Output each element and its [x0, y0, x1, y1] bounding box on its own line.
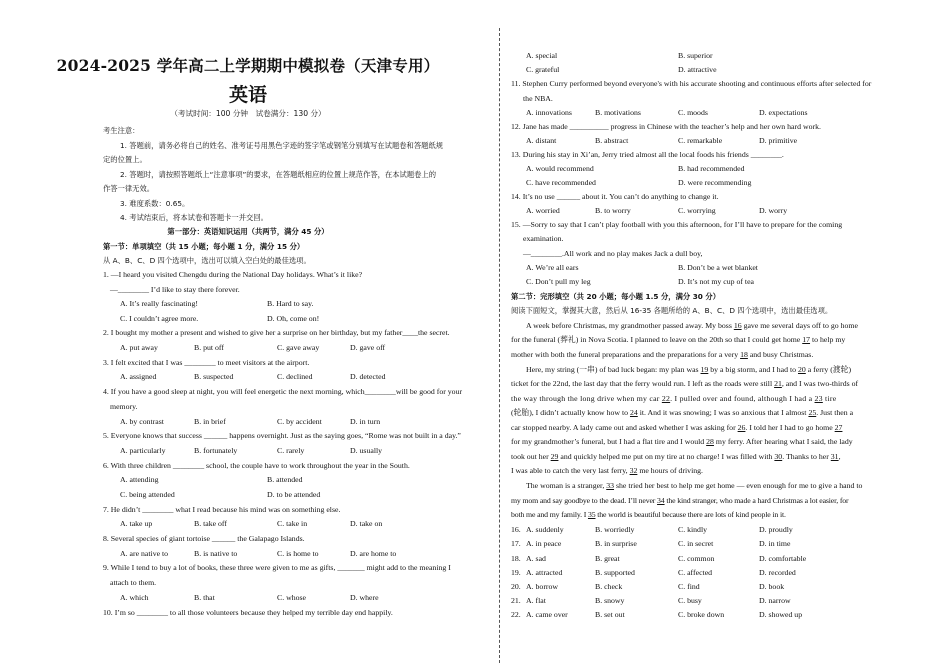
passage-line-10: took out her 29 and quickly helped me put on my tire at no charge! I was filled with 30. Thanks to her 31, — [511, 452, 841, 461]
q8-option-b: B. is native to — [194, 549, 238, 558]
q6-option-b: B. attended — [267, 475, 303, 484]
q5-stem: 5. Everyone knows that success ______ happens overnight. Just as the saying goes, “Rome was not built in a day.” — [103, 431, 461, 440]
q6-option-d: D. to be attended — [267, 490, 321, 499]
passage-line-3: mother with both the funeral preparations and the preparations for a very 18 and busy Christmas. — [511, 350, 814, 359]
q7-stem: 7. He didn’t ________ what I read because his mind was on something else. — [103, 505, 341, 514]
blank-30: 30 — [774, 452, 783, 461]
q14-option-d: D. worry — [759, 206, 788, 215]
blank-26: 26 — [737, 423, 746, 432]
q6-option-a: A. attending — [120, 475, 159, 484]
q11-option-d: D. expectations — [759, 108, 808, 117]
q13-option-a: A. would recommend — [526, 164, 594, 173]
passage-line-11: I was able to catch the very last ferry, 32 me hours of driving. — [511, 466, 703, 475]
passage-line-5: ticket for the 22nd, the last day that the ferry would run. I left as the roads were still 21, and I was two-thirds of — [511, 379, 859, 388]
blank-29: 29 — [550, 452, 559, 461]
q13-stem: 13. During his stay in Xi’an, Jerry tried almost all the local foods his friends ________. — [511, 150, 784, 159]
passage-line-1: A week before Christmas, my grandmother passed away. My boss 16 gave me several days off to go home — [526, 321, 858, 330]
q4-stem-2: memory. — [110, 402, 138, 411]
q11-option-b: B. motivations — [595, 108, 641, 117]
blank-33: 33 — [606, 481, 615, 490]
q13-option-d: D. were recommending — [678, 178, 752, 187]
q13-option-c: C. have recommended — [526, 178, 596, 187]
q14-option-b: B. to worry — [595, 206, 631, 215]
passage-line-12: The woman is a stranger, 33 she tried her best to help me get home — even enough for me to give a hand to — [526, 481, 863, 490]
section1-instructions: 从 A、B、C、D 四个选项中，选出可以填入空白处的最佳选项。 — [103, 256, 311, 265]
q3-stem: 3. I felt excited that I was ________ to meet visitors at the airport. — [103, 358, 310, 367]
q3-option-a: A. assigned — [120, 372, 157, 381]
blank-20: 20 — [798, 365, 806, 374]
q15-stem-3: —________.All work and no play makes Jack a dull boy, — [523, 249, 703, 258]
note-1a: 1. 答题前，请务必将自己的姓名、准考证号用黑色字迹的签字笔或钢笔分别填写在试题卷和答题纸规 — [120, 141, 444, 150]
q10-stem: 10. I’m so ________ to all those volunteers because they helped my terrible day end happily. — [103, 608, 393, 617]
q8-option-d: D. are home to — [350, 549, 397, 558]
subject-title: 英语 — [228, 84, 267, 106]
note-2a: 2. 答题时，请按照答题纸上“注意事项”的要求，在答题纸相应的位置上规范作答，在本试题卷上的 — [120, 170, 437, 179]
note-1b: 定的位置上。 — [103, 155, 147, 164]
blank-17: 17 — [802, 335, 811, 344]
q15-option-d: D. It’s not my cup of tea — [678, 277, 755, 286]
q15-stem: 15. —Sorry to say that I can’t play football with you this afternoon, for I’ll have to prepare for the coming — [511, 220, 843, 229]
q9-stem: 9. While I tend to buy a lot of books, these three were given to me as gifts, _______ might add to the meaning I — [103, 563, 451, 572]
blank-35: 35 — [587, 510, 596, 519]
q5-option-a: A. particularly — [120, 446, 166, 455]
exam-info: （考试时间：100 分钟 试卷满分：130 分） — [170, 109, 326, 118]
q1-option-a: A. It’s really fascinating! — [120, 299, 198, 308]
section2-instructions: 阅读下面短文，掌握其大意，然后从 16-35 各题所给的 A、B、C、D 四个选项中，选出最佳选项。 — [511, 306, 833, 315]
blank-27: 27 — [834, 423, 843, 432]
passage-line-4: Here, my string (一串) of bad luck began: my plan was 19 by a big storm, and I had to 20 a ferry (渡轮) — [526, 365, 852, 374]
q8-option-c: C. is home to — [277, 549, 319, 558]
passage-line-8: car stopped nearby. A lady came out and asked whether I was asking for 26. I told her I had to go home 27 — [511, 423, 843, 432]
q14-stem: 14. It’s no use ______ about it. You can’t do anything to change it. — [511, 192, 719, 201]
blank-22: 22 — [661, 394, 671, 403]
q1-option-b: B. Hard to say. — [267, 299, 314, 308]
q4-option-c: C. by accident — [277, 417, 322, 426]
q6-stem: 6. With three children ________ school, the couple have to work throughout the year in the South. — [103, 461, 410, 470]
blank-21: 21 — [774, 379, 782, 388]
blank-32: 32 — [629, 466, 638, 475]
q2-option-c: C. gave away — [277, 343, 320, 352]
note-4: 4. 考试结束后，将本试卷和答题卡一并交回。 — [120, 213, 268, 222]
q12-option-c: C. remarkable — [678, 136, 723, 145]
q15-option-b: B. Don’t be a wet blanket — [678, 263, 758, 272]
passage-line-13: my mom and say goodbye to the dead. I’ll never 34 the kind stranger, who made a hard Christmas a lot easier, for — [511, 496, 849, 505]
q10-option-a: A. special — [526, 51, 558, 60]
blank-25: 25 — [808, 408, 817, 417]
q11-stem: 11. Stephen Curry performed beyond everyone's with his accurate shooting and continuous efforts after selected for — [511, 79, 872, 88]
q8-option-a: A. are native to — [120, 549, 169, 558]
q7-option-c: C. take in — [277, 519, 308, 528]
section1-heading: 第一节：单项填空（共 15 小题；每小题 1 分，满分 15 分） — [103, 242, 305, 251]
right-column: A. special B. superior C. grateful D. attractive 11. Stephen Curry performed beyond everyone's with his accurate shooting and continuous efforts after selected for the NBA. A. innovations B. motivations C. moods D. expectations 12. Jane has made __________ progress in Chinese with the teacher’s help and her own hard work. A. distant B. abstract C. remarkable D. primitive 13. During his stay in Xi’an, Jerry tried almost all the local foods his friends ________. A. would recommend B. had recommended C. have recommended D. were recommending 14. It’s no use ______ about it. You can’t do anything to change it. A. worried B. to worry C. worrying D. worry 15. —Sorry to say that I can’t play football with you this afternoon, for I’ll have to prepare for the coming examination. —________.All work and no play makes Jack a dull boy, A. We’re all ears B. Don’t be a wet blanket C. Don’t pull my leg D. It’s not my cup of tea 第二节：完形填空（共 20 小题；每小题 1.5 分，满分 30 分） 阅读下面短文，掌握其大意，然后从 16-35 各题所给的 A、B、C、D 四个选项中，选出最佳选项。 A week before Christmas, my grandmother passed away. My boss 16 gave me several days off to go home for the funeral (葬礼) in Nova Scotia. I planned to leave on the 20th so that I could get home 17 to help my mother with both the funeral preparations and the preparations for a very 18 and busy Christmas. Here, my string (一串) of bad luck began: my plan was 19 by a big storm, and I had to 20 a ferry (渡轮) ticket for the 22nd, the last day that the ferry would run. I left as the roads were still 21, and I was two-thirds of the way through the long drive when my car 22. I pulled over and found, although I had a 23 tire (轮胎), I didn’t actually know how to 24 it. And it was snowing; I was so anxious that I almost 25. Just then a car stopped nearby. A lady came out and asked whether I was asking for 26. I told her I had to go home 27 for my grandmother’s funeral, but I had a flat tire and I would 28 my ferry. After hearing what I said, the lady took out her 29 and quickly helped me put on my tire at no charge! I was filled with 30. Thanks to her 31, I was able to catch the very last ferry, 32 me hours of driving. The woman is a stranger, 33 she tried her best to help me get home — even enough for me to give a hand to my mom and say goodbye to the dead. I’ll never 34 the kind stranger, who made a hard Christmas a lot easier, for both me and my family. I 35 the world is beautiful because there are lots of kind people in it. 16. A. suddenly B. worriedly C. kindly D. proudly 17. A. in peace B. in surprise C. in secret D. in time 18. A. sad B. great C. common D. comfortable 19. A. attracted B. supported C. affected D. recorded 20. A. borrow B. check C. find D. book 21. A. flat B. snowy C. busy D. narrow 22. A. came over B. set out C. broke down D. showed up — [511, 51, 872, 619]
notes-heading: 考生注意： — [103, 126, 140, 135]
blank-18: 18 — [740, 350, 748, 359]
q2-stem: 2. I bought my mother a present and wished to give her a surprise on her birthday, but my father____the secret. — [103, 328, 450, 337]
passage-line-6: the way through the long drive when my car 22. I pulled over and found, although I had a 23 tire — [511, 394, 837, 403]
q9-option-b: B. that — [194, 593, 215, 602]
blank-16: 16 — [733, 321, 742, 330]
note-2b: 作答一律无效。 — [103, 184, 155, 193]
part1-heading: 第一部分：英语知识运用（共两节，满分 45 分） — [167, 227, 329, 236]
q10-option-d: D. attractive — [678, 65, 717, 74]
q10-option-c: C. grateful — [526, 65, 560, 74]
column-divider — [499, 28, 500, 663]
q3-option-d: D. detected — [350, 372, 386, 381]
blank-31: 31 — [830, 452, 839, 461]
q11-stem-2: the NBA. — [523, 94, 553, 103]
q9-option-a: A. which — [120, 593, 149, 602]
q4-option-b: B. in brief — [194, 417, 226, 426]
q11-option-c: C. moods — [678, 108, 708, 117]
q1-stem-2: —________ I’d like to stay there forever. — [110, 285, 240, 294]
q15-option-c: C. Don’t pull my leg — [526, 277, 591, 286]
q4-stem: 4. If you have a good sleep at night, you will feel energetic the next morning, which________will be good for your — [103, 387, 463, 396]
q14-option-a: A. worried — [526, 206, 560, 215]
blank-34: 34 — [657, 496, 665, 505]
q4-option-a: A. by contrast — [120, 417, 164, 426]
blank-24: 24 — [629, 408, 638, 417]
passage-line-2: for the funeral (葬礼) in Nova Scotia. I planned to leave on the 20th so that I could get home 17 to help my — [511, 335, 846, 344]
q9-stem-2: attach to them. — [110, 578, 157, 587]
q5-option-b: B. fortunately — [194, 446, 238, 455]
q1-option-d: D. Oh, come on! — [267, 314, 320, 323]
section2-heading: 第二节：完形填空（共 20 小题；每小题 1.5 分，满分 30 分） — [511, 292, 721, 301]
q9-option-c: C. whose — [277, 593, 307, 602]
q1-option-c: C. I couldn’t agree more. — [120, 314, 199, 323]
q2-option-d: D. gave off — [350, 343, 386, 352]
q9-option-d: D. where — [350, 593, 379, 602]
q4-option-d: D. in turn — [350, 417, 381, 426]
note-3: 3. 难度系数：0.65。 — [120, 199, 190, 208]
q3-option-b: B. suspected — [194, 372, 234, 381]
q5-option-c: C. rarely — [277, 446, 305, 455]
passage-line-7: (轮胎), I didn’t actually know how to 24 it. And it was snowing; I was so anxious that I almost 25. Just then a — [511, 408, 854, 417]
q12-option-a: A. distant — [526, 136, 557, 145]
q5-option-d: D. usually — [350, 446, 383, 455]
q10-option-b: B. superior — [678, 51, 713, 60]
q11-option-a: A. innovations — [526, 108, 572, 117]
passage-line-9: for my grandmother’s funeral, but I had a flat tire and I would 28 my ferry. After hearing what I said, the lady — [511, 437, 853, 446]
q13-option-b: B. had recommended — [678, 164, 745, 173]
q14-option-c: C. worrying — [678, 206, 716, 215]
q3-option-c: C. declined — [277, 372, 313, 381]
blank-28: 28 — [706, 437, 714, 446]
q12-option-b: B. abstract — [595, 136, 629, 145]
q2-option-a: A. put away — [120, 343, 158, 352]
blank-19: 19 — [700, 365, 709, 374]
q12-stem: 12. Jane has made __________ progress in Chinese with the teacher’s help and her own hard work. — [511, 122, 821, 131]
q7-option-b: B. take off — [194, 519, 227, 528]
q8-stem: 8. Several species of giant tortoise ______ the Galapago Islands. — [103, 534, 305, 543]
page-title: 2024-2025 学年高二上学期期中模拟卷（天津专用） — [56, 56, 440, 75]
q1-stem: 1. —I heard you visited Chengdu during the National Day holidays. What’s it like? — [103, 270, 363, 279]
q7-option-a: A. take up — [120, 519, 153, 528]
blank-23: 23 — [814, 394, 823, 403]
q15-option-a: A. We’re all ears — [526, 263, 579, 272]
q15-stem-2: examination. — [523, 234, 564, 243]
q7-option-d: D. take on — [350, 519, 383, 528]
q2-option-b: B. put off — [194, 343, 224, 352]
q6-option-c: C. being attended — [120, 490, 175, 499]
passage-line-14: both me and my family. I 35 the world is beautiful because there are lots of kind people in it. — [511, 510, 786, 519]
q12-option-d: D. primitive — [759, 136, 798, 145]
